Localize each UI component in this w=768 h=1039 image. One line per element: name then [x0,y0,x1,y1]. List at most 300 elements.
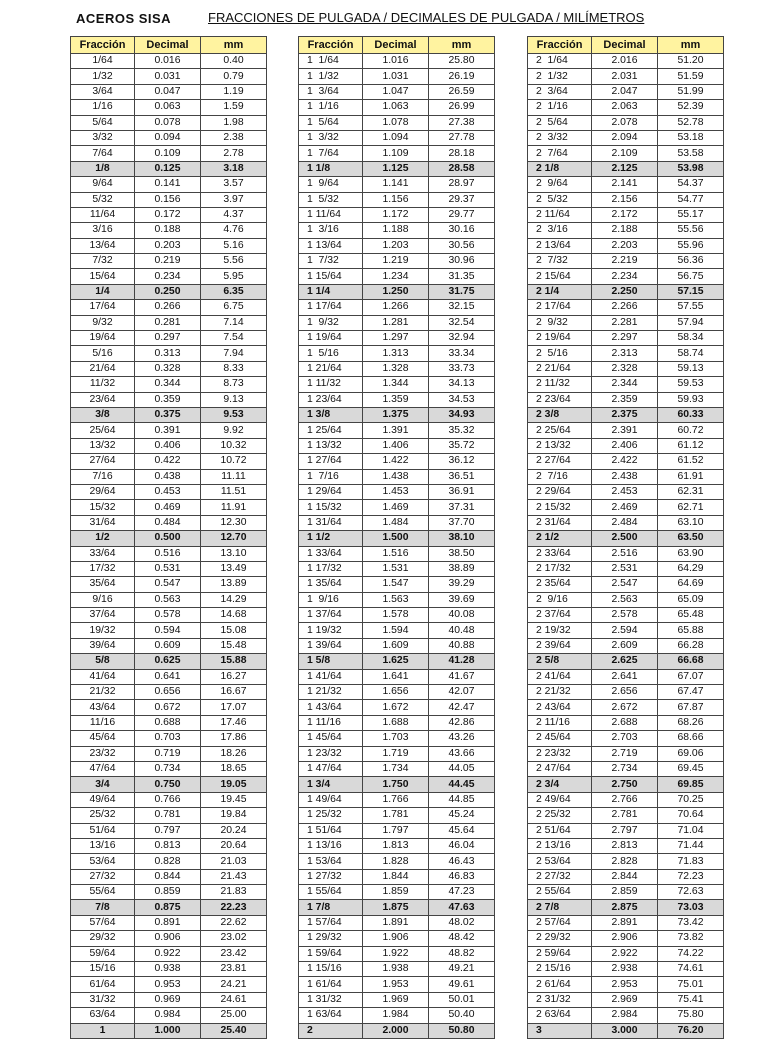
mm-cell: 43.26 [429,731,495,746]
decimal-cell: 0.141 [135,177,201,192]
table-row [528,546,724,561]
decimal-cell: 2.719 [592,746,658,761]
decimal-cell: 2.266 [592,300,658,315]
header-decimal: Decimal [592,37,658,54]
conversion-table-1 [70,36,267,1039]
table-row [299,808,495,823]
mm-cell: 73.82 [658,931,724,946]
table-row [299,900,495,915]
mm-cell: 7.54 [201,331,267,346]
mm-cell: 51.59 [658,69,724,84]
decimal-cell: 2.750 [592,777,658,792]
decimal-cell: 1.969 [363,992,429,1007]
mm-cell: 65.88 [658,623,724,638]
table-row [299,931,495,946]
mm-cell: 14.68 [201,608,267,623]
decimal-cell: 1.375 [363,407,429,422]
mm-cell: 67.47 [658,685,724,700]
decimal-cell: 2.016 [592,54,658,69]
decimal-cell: 0.703 [135,731,201,746]
fraction-cell: 2 1/64 [528,54,592,69]
decimal-cell: 1.750 [363,777,429,792]
table-row [71,315,267,330]
table-row [299,608,495,623]
decimal-cell: 0.406 [135,438,201,453]
table-row [299,777,495,792]
decimal-cell: 0.234 [135,269,201,284]
fraction-cell: 1 49/64 [299,792,363,807]
table-row [299,192,495,207]
fraction-cell: 2 3/64 [528,84,592,99]
decimal-cell: 2.094 [592,130,658,145]
decimal-cell: 2.813 [592,838,658,853]
mm-cell: 23.42 [201,946,267,961]
fraction-cell: 1 1/64 [299,54,363,69]
fraction-cell: 1 23/32 [299,746,363,761]
fraction-cell: 2 23/64 [528,392,592,407]
fraction-cell: 2 15/16 [528,962,592,977]
mm-cell: 52.39 [658,100,724,115]
fraction-cell: 1 25/32 [299,808,363,823]
fraction-cell: 1 7/32 [299,254,363,269]
mm-cell: 6.75 [201,300,267,315]
table-row [528,715,724,730]
fraction-cell: 35/64 [71,577,135,592]
fraction-cell: 1 43/64 [299,700,363,715]
header-fraccion: Fracción [528,37,592,54]
fraction-cell: 1 15/32 [299,500,363,515]
decimal-cell: 2.781 [592,808,658,823]
decimal-cell: 2.344 [592,377,658,392]
mm-cell: 70.64 [658,808,724,823]
table-row [528,623,724,638]
mm-cell: 14.29 [201,592,267,607]
mm-cell: 34.13 [429,377,495,392]
fraction-cell: 27/32 [71,869,135,884]
table-row [299,1008,495,1023]
decimal-cell: 2.250 [592,284,658,299]
table-row [299,915,495,930]
mm-cell: 61.91 [658,469,724,484]
table-row [299,946,495,961]
fraction-cell: 2 15/64 [528,269,592,284]
decimal-cell: 2.656 [592,685,658,700]
mm-cell: 20.64 [201,838,267,853]
decimal-cell: 2.859 [592,885,658,900]
mm-cell: 3.18 [201,161,267,176]
decimal-cell: 1.875 [363,900,429,915]
table-row [71,761,267,776]
mm-cell: 64.29 [658,561,724,576]
mm-cell: 55.96 [658,238,724,253]
table-row [299,1023,495,1038]
decimal-cell: 2.797 [592,823,658,838]
table-row [528,223,724,238]
decimal-cell: 1.672 [363,700,429,715]
table-row [299,84,495,99]
fraction-cell: 1 53/64 [299,854,363,869]
mm-cell: 64.69 [658,577,724,592]
mm-cell: 15.08 [201,623,267,638]
fraction-cell: 27/64 [71,454,135,469]
table-row [71,161,267,176]
decimal-cell: 0.047 [135,84,201,99]
table-row [528,869,724,884]
fraction-cell: 37/64 [71,608,135,623]
table-row [71,100,267,115]
mm-cell: 46.04 [429,838,495,853]
mm-cell: 15.88 [201,654,267,669]
fraction-cell: 2 49/64 [528,792,592,807]
decimal-cell: 0.094 [135,130,201,145]
table-row [299,962,495,977]
mm-cell: 10.72 [201,454,267,469]
table-row [528,531,724,546]
table-header-row [71,37,267,54]
decimal-cell: 0.938 [135,962,201,977]
table-row [71,238,267,253]
table-row [71,900,267,915]
fraction-cell: 1 5/32 [299,192,363,207]
mm-cell: 10.32 [201,438,267,453]
mm-cell: 5.56 [201,254,267,269]
decimal-cell: 2.219 [592,254,658,269]
mm-cell: 3.97 [201,192,267,207]
mm-cell: 37.31 [429,500,495,515]
fraction-cell: 1 11/64 [299,207,363,222]
table-row [71,469,267,484]
table-row [71,731,267,746]
table-row [528,469,724,484]
table-row [528,1023,724,1038]
table-row [299,992,495,1007]
mm-cell: 32.94 [429,331,495,346]
mm-cell: 69.45 [658,761,724,776]
table-row [71,515,267,530]
decimal-cell: 2.922 [592,946,658,961]
decimal-cell: 2.672 [592,700,658,715]
fraction-cell: 2 7/8 [528,900,592,915]
table-row [528,284,724,299]
fraction-cell: 1 1/4 [299,284,363,299]
mm-cell: 68.66 [658,731,724,746]
fraction-cell: 2 17/64 [528,300,592,315]
mm-cell: 61.12 [658,438,724,453]
mm-cell: 61.52 [658,454,724,469]
fraction-cell: 55/64 [71,885,135,900]
fraction-cell: 2 13/16 [528,838,592,853]
decimal-cell: 2.547 [592,577,658,592]
table-row [299,761,495,776]
decimal-cell: 2.156 [592,192,658,207]
mm-cell: 36.12 [429,454,495,469]
decimal-cell: 0.109 [135,146,201,161]
mm-cell: 66.68 [658,654,724,669]
mm-cell: 13.10 [201,546,267,561]
table-row [528,777,724,792]
mm-cell: 42.07 [429,685,495,700]
decimal-cell: 0.609 [135,638,201,653]
fraction-cell: 2 13/32 [528,438,592,453]
table-row [71,254,267,269]
decimal-cell: 2.078 [592,115,658,130]
fraction-cell: 2 45/64 [528,731,592,746]
mm-cell: 54.77 [658,192,724,207]
decimal-cell: 1.781 [363,808,429,823]
decimal-cell: 0.594 [135,623,201,638]
table-row [299,885,495,900]
fraction-cell: 1 1/2 [299,531,363,546]
decimal-cell: 0.359 [135,392,201,407]
fraction-cell: 1 5/16 [299,346,363,361]
mm-cell: 71.44 [658,838,724,853]
table-row [299,731,495,746]
decimal-cell: 1.234 [363,269,429,284]
table-row [528,407,724,422]
decimal-cell: 1.891 [363,915,429,930]
decimal-cell: 1.000 [135,1023,201,1038]
mm-cell: 50.80 [429,1023,495,1038]
mm-cell: 65.09 [658,592,724,607]
decimal-cell: 1.469 [363,500,429,515]
fraction-cell: 43/64 [71,700,135,715]
fraction-cell: 2 31/64 [528,515,592,530]
table-row [528,361,724,376]
mm-cell: 44.45 [429,777,495,792]
decimal-cell: 0.688 [135,715,201,730]
fraction-cell: 2 3/4 [528,777,592,792]
mm-cell: 34.53 [429,392,495,407]
decimal-cell: 2.422 [592,454,658,469]
mm-cell: 30.96 [429,254,495,269]
decimal-cell: 1.484 [363,515,429,530]
decimal-cell: 2.828 [592,854,658,869]
table-row [71,654,267,669]
table-row [71,423,267,438]
mm-cell: 29.77 [429,207,495,222]
header-mm: mm [429,37,495,54]
fraction-cell: 13/16 [71,838,135,853]
decimal-cell: 2.984 [592,1008,658,1023]
decimal-cell: 0.188 [135,223,201,238]
decimal-cell: 0.547 [135,577,201,592]
table-row [528,1008,724,1023]
table-row [528,515,724,530]
fraction-cell: 45/64 [71,731,135,746]
table-row [528,962,724,977]
mm-cell: 50.40 [429,1008,495,1023]
table-row [299,207,495,222]
page-title: FRACCIONES DE PULGADA / DECIMALES DE PULGADA / MILÍMETROS [208,10,645,25]
table-row [528,808,724,823]
mm-cell: 28.58 [429,161,495,176]
mm-cell: 21.43 [201,869,267,884]
decimal-cell: 0.734 [135,761,201,776]
fraction-cell: 9/32 [71,315,135,330]
table-row [528,161,724,176]
table-row [299,592,495,607]
mm-cell: 28.97 [429,177,495,192]
table-row [71,685,267,700]
fraction-cell: 7/64 [71,146,135,161]
mm-cell: 74.22 [658,946,724,961]
fraction-cell: 7/16 [71,469,135,484]
mm-cell: 0.40 [201,54,267,69]
fraction-cell: 1 19/64 [299,331,363,346]
mm-cell: 37.70 [429,515,495,530]
fraction-cell: 2 47/64 [528,761,592,776]
decimal-cell: 1.125 [363,161,429,176]
fraction-cell: 1 7/8 [299,900,363,915]
decimal-cell: 0.391 [135,423,201,438]
decimal-cell: 1.984 [363,1008,429,1023]
fraction-cell: 1 21/64 [299,361,363,376]
fraction-cell: 2 53/64 [528,854,592,869]
mm-cell: 36.51 [429,469,495,484]
fraction-cell: 2 41/64 [528,669,592,684]
fraction-cell: 1 [71,1023,135,1038]
decimal-cell: 2.141 [592,177,658,192]
decimal-cell: 1.422 [363,454,429,469]
decimal-cell: 1.906 [363,931,429,946]
table-row [71,592,267,607]
table-row [528,484,724,499]
decimal-cell: 1.094 [363,130,429,145]
mm-cell: 26.99 [429,100,495,115]
mm-cell: 9.53 [201,407,267,422]
decimal-cell: 1.859 [363,885,429,900]
decimal-cell: 1.813 [363,838,429,853]
fraction-cell: 5/32 [71,192,135,207]
fraction-cell: 1 3/4 [299,777,363,792]
mm-cell: 54.37 [658,177,724,192]
mm-cell: 50.01 [429,992,495,1007]
mm-cell: 59.13 [658,361,724,376]
mm-cell: 31.35 [429,269,495,284]
fraction-cell: 2 7/64 [528,146,592,161]
table-row [71,1008,267,1023]
fraction-cell: 2 29/64 [528,484,592,499]
table-row [528,792,724,807]
decimal-cell: 1.313 [363,346,429,361]
mm-cell: 27.78 [429,130,495,145]
mm-cell: 2.38 [201,130,267,145]
mm-cell: 49.21 [429,962,495,977]
fraction-cell: 11/16 [71,715,135,730]
mm-cell: 68.26 [658,715,724,730]
fraction-cell: 1 31/64 [299,515,363,530]
decimal-cell: 0.500 [135,531,201,546]
decimal-cell: 0.031 [135,69,201,84]
fraction-cell: 51/64 [71,823,135,838]
decimal-cell: 2.047 [592,84,658,99]
decimal-cell: 2.641 [592,669,658,684]
decimal-cell: 2.281 [592,315,658,330]
table-row [71,746,267,761]
fraction-cell: 1 55/64 [299,885,363,900]
table-row [71,531,267,546]
mm-cell: 0.79 [201,69,267,84]
mm-cell: 16.67 [201,685,267,700]
table-row [528,254,724,269]
decimal-cell: 2.328 [592,361,658,376]
fraction-cell: 2 43/64 [528,700,592,715]
table-row [528,500,724,515]
decimal-cell: 1.797 [363,823,429,838]
table-row [528,423,724,438]
table-row [71,915,267,930]
fraction-cell: 1 3/16 [299,223,363,238]
table-row [71,346,267,361]
header-decimal: Decimal [135,37,201,54]
table-row [71,546,267,561]
fraction-cell: 13/64 [71,238,135,253]
fraction-cell: 25/32 [71,808,135,823]
fraction-cell: 1 1/8 [299,161,363,176]
decimal-cell: 0.875 [135,900,201,915]
fraction-cell: 2 29/32 [528,931,592,946]
mm-cell: 47.23 [429,885,495,900]
header-decimal: Decimal [363,37,429,54]
fraction-cell: 1 11/16 [299,715,363,730]
fraction-cell: 3/8 [71,407,135,422]
header-mm: mm [201,37,267,54]
mm-cell: 39.69 [429,592,495,607]
table-row [299,377,495,392]
decimal-cell: 1.016 [363,54,429,69]
fraction-cell: 9/64 [71,177,135,192]
fraction-cell: 1/16 [71,100,135,115]
mm-cell: 60.72 [658,423,724,438]
mm-cell: 18.26 [201,746,267,761]
fraction-cell: 1 3/32 [299,130,363,145]
decimal-cell: 1.188 [363,223,429,238]
decimal-cell: 1.250 [363,284,429,299]
mm-cell: 67.87 [658,700,724,715]
decimal-cell: 2.500 [592,531,658,546]
decimal-cell: 2.938 [592,962,658,977]
decimal-cell: 1.641 [363,669,429,684]
fraction-cell: 2 7/16 [528,469,592,484]
mm-cell: 5.16 [201,238,267,253]
table-row [71,992,267,1007]
table-row [299,315,495,330]
mm-cell: 63.90 [658,546,724,561]
mm-cell: 56.36 [658,254,724,269]
decimal-cell: 1.359 [363,392,429,407]
table-row [299,823,495,838]
decimal-cell: 2.172 [592,207,658,222]
table-row [528,331,724,346]
decimal-cell: 0.422 [135,454,201,469]
mm-cell: 69.06 [658,746,724,761]
fraction-cell: 2 5/16 [528,346,592,361]
mm-cell: 26.59 [429,84,495,99]
decimal-cell: 0.125 [135,161,201,176]
table-row [71,838,267,853]
table-row [71,392,267,407]
decimal-cell: 2.969 [592,992,658,1007]
table-row [71,638,267,653]
decimal-cell: 1.516 [363,546,429,561]
fraction-cell: 1/64 [71,54,135,69]
mm-cell: 71.04 [658,823,724,838]
table-row [71,808,267,823]
decimal-cell: 1.156 [363,192,429,207]
fraction-cell: 2 3/16 [528,223,592,238]
mm-cell: 44.05 [429,761,495,776]
fraction-cell: 15/32 [71,500,135,515]
